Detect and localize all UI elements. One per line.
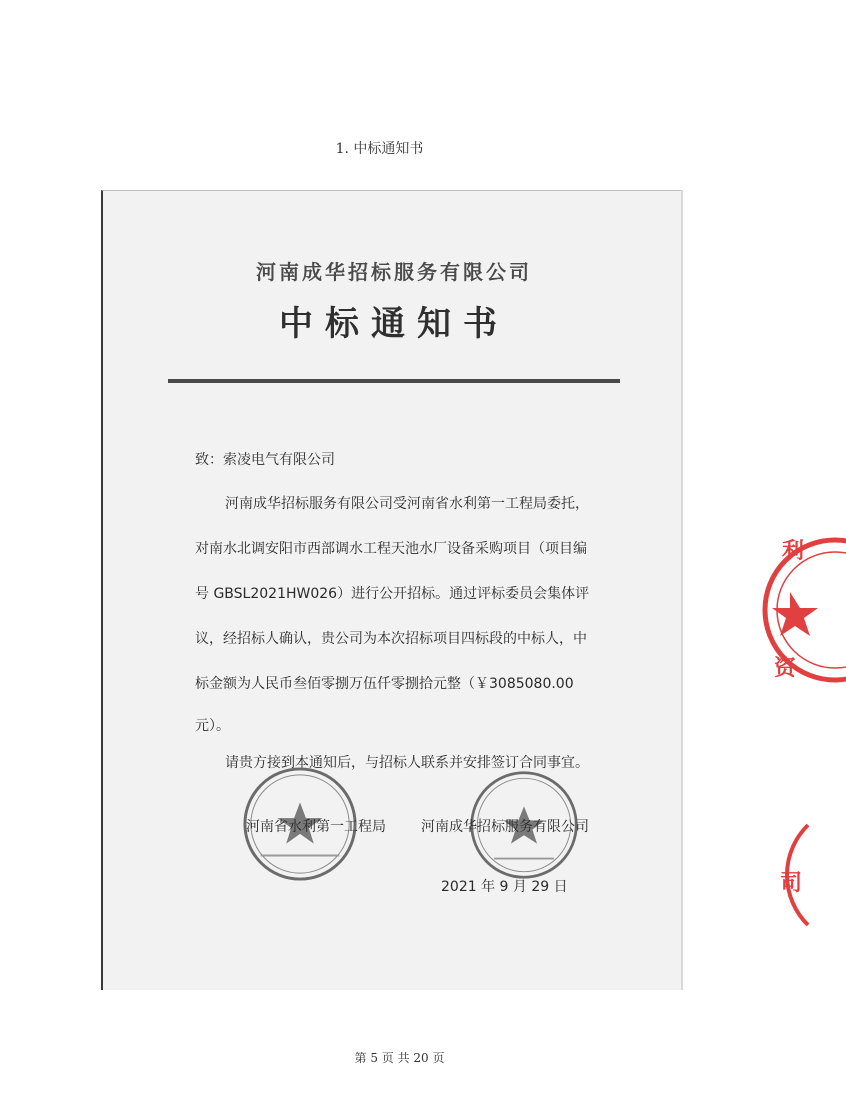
section-heading-text: 1. 中标通知书: [335, 141, 424, 157]
svg-text:资: 资: [774, 656, 797, 681]
svg-text:利: 利: [782, 539, 805, 564]
body-line-4: 议，经招标人确认，贵公司为本次招标项目四标段的中标人，中: [195, 631, 587, 647]
company-header: 河南成华招标服务有限公司: [256, 260, 532, 284]
body-line-6: 元）。: [195, 718, 230, 734]
signatory-right: 河南成华招标服务有限公司: [421, 819, 589, 835]
signature-date: 2021 年 9 月 29 日: [441, 879, 568, 895]
title-rule: [168, 379, 620, 383]
body-line-2: 对南水北调安阳市西部调水工程天池水厂设备采购项目（项目编: [195, 541, 587, 557]
margin-seal-stamp: [760, 510, 820, 710]
closing-line: 请贵方接到本通知后，与招标人联系并安排签订合同事宜。: [225, 755, 589, 771]
award-notice-scan: [101, 190, 683, 990]
section-heading: [0, 138, 799, 158]
signatory-left: 河南省水利第一工程局: [246, 819, 386, 835]
body-line-3: 号 GBSL2021HW026）进行公开招标。通过评标委员会集体评: [195, 586, 590, 602]
margin-seal-stamp-lower: [770, 820, 810, 930]
scan-right-edge: [681, 190, 683, 990]
document-title: 中标通知书: [279, 304, 509, 344]
body-line-5: 标金额为人民币叁佰零捌万伍仟零捌拾元整（￥3085080.00: [195, 676, 574, 692]
page-footer: 第 5 页 共 20 页: [354, 1051, 445, 1065]
body-line-1: 河南成华招标服务有限公司受河南省水利第一工程局委托，: [225, 496, 589, 512]
addressee: 致：索凌电气有限公司: [195, 452, 335, 468]
svg-text:司: 司: [780, 871, 803, 896]
